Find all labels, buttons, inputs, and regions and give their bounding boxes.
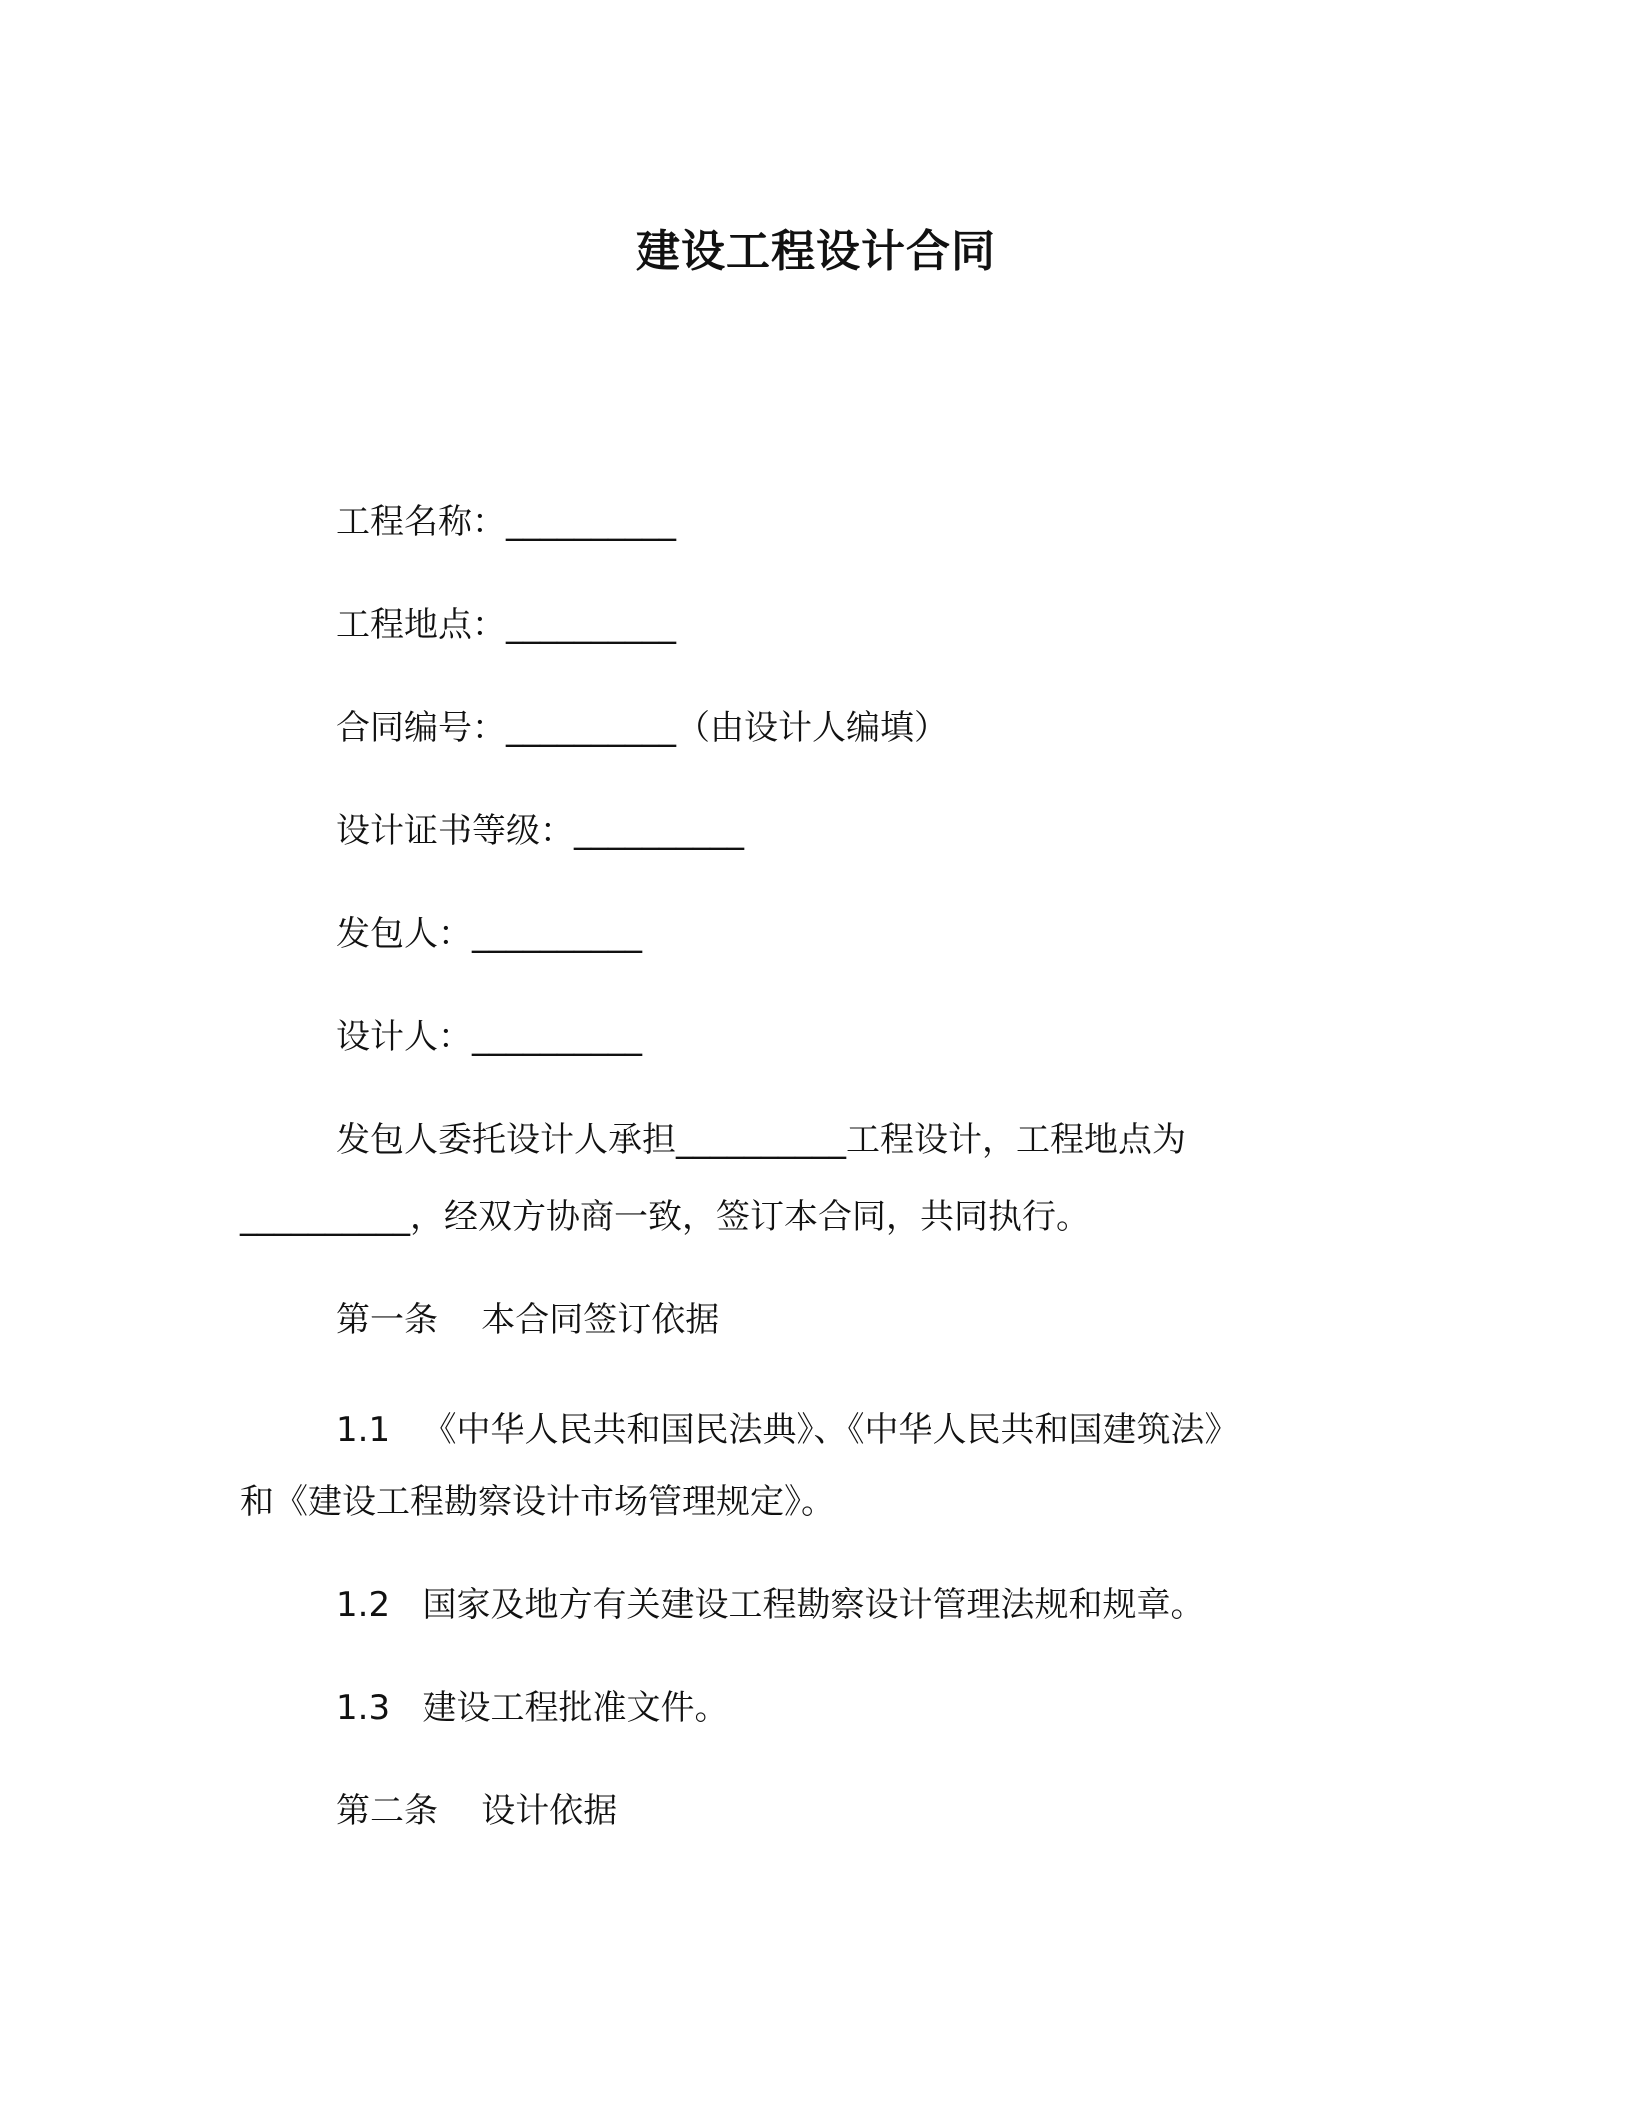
clause-1-1-line-2: 和《建设工程勘察设计市场管理规定》。 [240, 1482, 835, 1522]
designer-field: 设计人：__________ [336, 1017, 642, 1057]
certificate-level-field: 设计证书等级：__________ [336, 811, 744, 851]
intro-paragraph-line-2: __________，经双方协商一致，签订本合同，共同执行。 [240, 1197, 1090, 1237]
intro-paragraph-line-1: 发包人委托设计人承担__________工程设计，工程地点为 [336, 1120, 1186, 1160]
project-location-field: 工程地点：__________ [336, 605, 676, 645]
employer-field: 发包人：__________ [336, 914, 642, 954]
article-2-heading: 第二条 设计依据 [336, 1791, 618, 1831]
clause-1-1-line-1: 1.1 《中华人民共和国民法典》、《中华人民共和国建筑法》 [336, 1410, 1239, 1450]
clause-1-2: 1.2 国家及地方有关建设工程勘察设计管理法规和规章。 [336, 1585, 1205, 1625]
project-name-field: 工程名称：__________ [336, 502, 676, 542]
contract-number-field: 合同编号：__________（由设计人编填） [336, 708, 948, 748]
article-1-heading: 第一条 本合同签订依据 [336, 1300, 720, 1340]
clause-1-3: 1.3 建设工程批准文件。 [336, 1688, 729, 1728]
document-title: 建设工程设计合同 [636, 226, 996, 277]
